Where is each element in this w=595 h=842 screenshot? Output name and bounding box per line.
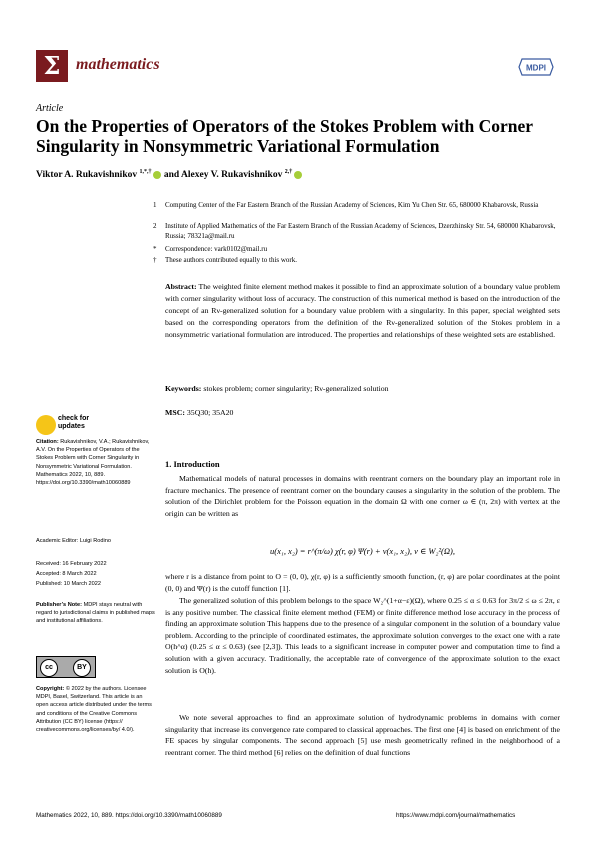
abstract-label: Abstract: <box>165 282 197 291</box>
citation-text[interactable]: Rukavishnikov, V.A.; Rukavishnikov, A.V. On the Properties of Operators of the Stokes Problem with Corner Singularity in Nonsymmetric Variational Formulation. Mathematics 2022, 10, 889. https://doi.org/10.3390/math10060889 <box>36 439 150 487</box>
abstract <box>165 281 560 341</box>
affiliation-2 <box>153 222 565 241</box>
orcid-icon[interactable] <box>153 171 161 179</box>
intro-paragraph-2: where r is a distance from point to O = (0, 0), χ(r, φ) is a sufficiently smooth function, (r, φ) are polar coordinates at the point (0, 0) and Ψ(r) is the cutoff function [1]. <box>165 572 560 593</box>
publisher-note <box>36 601 156 626</box>
keywords-text: stokes problem; corner singularity; Rν-generalized solution <box>203 384 389 393</box>
author-1[interactable]: Viktor A. Rukavishnikov <box>36 170 138 181</box>
affiliation-mark: * <box>153 245 157 253</box>
affiliation-mark: 1 <box>153 201 157 209</box>
affiliation-mark: 2 <box>153 222 157 230</box>
intro-paragraph-1: Mathematical models of natural processes in domains with reentrant corners on the boundary play an important role in fracture mechanics. The presence of reentrant corner on the boundary causes a singularity in the solution of the problem. The solution of the Dirichlet problem for the Poisson equation in the domain Ω with one corner ω ∈ (π, 2π) with vertex at the origin can be written as <box>165 474 560 518</box>
intro-paragraph-4: We note several approaches to find an approximate solution of hydrodynamic problems in domains with corner singularity that increase its convergence rate compared to classical approaches. The first one [4] is based on enrichment of the FE spaces by singular components. The second approach [5] use mesh geometrically refined in the neighborhood of a reentrant corner. The third method [6] relies on the definition of dual functions <box>165 713 560 757</box>
accepted-date: Accepted: 8 March 2022 <box>36 571 97 577</box>
citation <box>36 438 156 487</box>
equal-contribution-note <box>153 256 565 266</box>
academic-editor: Academic Editor: Luigi Rodino <box>36 538 111 544</box>
check-line-2: updates <box>58 422 85 430</box>
keywords-label: Keywords: <box>165 384 202 393</box>
mdpi-logo-icon <box>518 58 554 76</box>
author-2[interactable]: Alexey V. Rukavishnikov <box>181 170 283 181</box>
keywords <box>165 384 389 393</box>
author-2-affiliation: 2,† <box>284 169 293 175</box>
check-for-updates[interactable] <box>58 415 89 430</box>
cc-by-license-icon[interactable] <box>36 656 96 678</box>
mdpi-logo-text: MDPI <box>526 63 546 73</box>
orcid-icon[interactable] <box>294 171 302 179</box>
abstract-text: The weighted finite element method makes it possible to find an approximate solution of a boundary value problem with corner singularity without loss of accuracy. The construction of this numerical method is based on the introduction of the concept of an Rν-generalized solution for a boundary value problem with a singularity. In this paper, special weighted sets based on the corresponding operators from the definition of the Rν-generalized solution of the Stokes problem in a nonsymmetric variational formulation are introduced. The properties and relationships of these weighted sets are established. <box>165 282 561 339</box>
copyright-text[interactable]: © 2022 by the authors. Licensee MDPI, Basel, Switzerland. This article is an open access article distributed under the terms and conditions of the Creative Commons Attribution (CC BY) license (https:// creativecommons.org/licenses/by/ 4.0/). <box>36 686 152 734</box>
msc-text: 35Q30; 35A20 <box>186 408 234 417</box>
msc-label: MSC: <box>165 408 185 417</box>
check-line-1: check for <box>58 415 90 422</box>
citation-label: Citation: <box>36 439 59 445</box>
footer-journal-url[interactable]: https://www.mdpi.com/journal/mathematics <box>396 812 516 819</box>
author-1-affiliation: 1,*,† <box>139 169 152 175</box>
affiliation-mark: † <box>153 256 157 264</box>
check-for-updates-icon[interactable] <box>36 415 56 435</box>
msc-codes <box>165 408 233 417</box>
author-list <box>36 169 302 180</box>
equation-1: u(x₁, x₂) = r^(π/ω) χ(r, φ) Ψ(r) + v(x₁, x₂), v ∈ W₂²(Ω), <box>270 546 455 556</box>
affiliation-text: These authors contributed equally to this work. <box>165 256 297 264</box>
copyright <box>36 685 156 734</box>
journal-name: mathematics <box>76 56 160 73</box>
affiliation-text: Computing Center of the Far Eastern Branch of the Russian Academy of Sciences, Kim Yu Chen Str. 65, 680000 Khabarovsk, Russia <box>165 201 539 209</box>
affiliation-1 <box>153 201 565 211</box>
intro-paragraph-3: The generalized solution of this problem belongs to the space W₂^(1+α−ε)(Ω), where 0.25 ≤ α ≤ 0.63 for 3π/2 ≤ ω ≤ 2π, ε is any positive number. The classical finite element method (FEM) or finite difference method lose accuracy in the process of finding an approximate solution This happens due to the presence of a singular component in the solution of a boundary value problem. According to the principle of coordinated estimates, the approximate solution converges to the exact one with a rate O(h^α) (0.25 ≤ α ≤ 0.63) (see [2,3]). This leads to a significant increase in computer power and computation time to find a solution with a given accuracy. Traditionally, the acceptable rate of convergence of the approximate solution to the exact solution is O(h). <box>165 596 560 675</box>
affiliation-text[interactable]: Correspondence: vark0102@mail.ru <box>165 245 268 253</box>
cc-icon: cc <box>40 659 58 677</box>
correspondence <box>153 245 565 255</box>
article-title: On the Properties of Operators of the Stokes Problem with Corner Singularity in Nonsymmetric Variational Formulation <box>36 116 533 156</box>
publisher-note-label: Publisher’s Note: <box>36 602 83 608</box>
by-icon: BY <box>73 659 91 677</box>
journal-logo-icon: Σ <box>36 50 68 82</box>
copyright-label: Copyright: <box>36 686 65 692</box>
footer-citation[interactable]: Mathematics 2022, 10, 889. https://doi.org/10.3390/math10060889 <box>36 812 222 819</box>
and-connector: and <box>163 170 180 181</box>
affiliation-text: Institute of Applied Mathematics of the Far Eastern Branch of the Russian Academy of Sciences, Dzerzhinsky Str. 54, 680000 Khabarovsk, Russia; 78321a@mail.ru <box>165 222 556 240</box>
published-date: Published: 10 March 2022 <box>36 581 101 587</box>
article-type: Article <box>36 103 64 114</box>
received-date: Received: 16 February 2022 <box>36 561 107 567</box>
section-heading: 1. Introduction <box>165 459 220 469</box>
publisher-note-text: MDPI stays neutral with regard to jurisdictional claims in published maps and institutional affiliations. <box>36 602 155 625</box>
